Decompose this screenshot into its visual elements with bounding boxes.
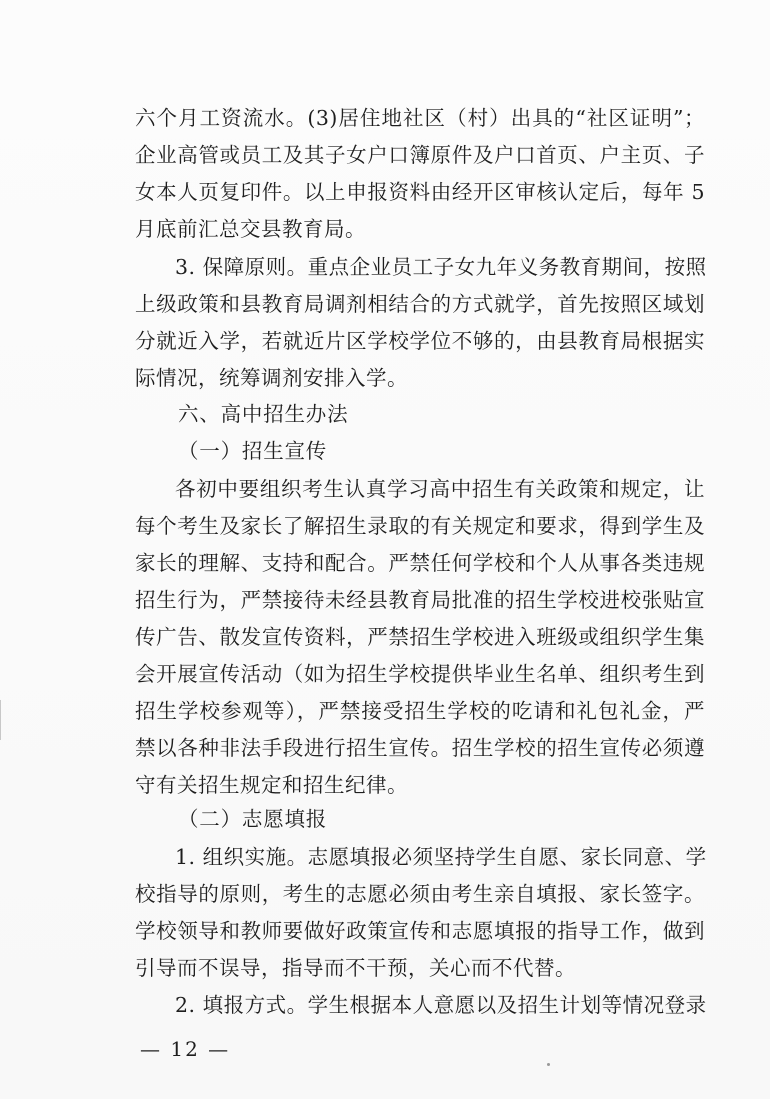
sub-heading-publicity: （一）招生宣传: [178, 439, 328, 463]
paragraph-line: 禁以各种非法手段进行招生宣传。招生学校的招生宣传必须遵: [135, 736, 705, 760]
paragraph-line: 学校领导和教师要做好政策宣传和志愿填报的指导工作，做到: [135, 919, 705, 943]
paragraph-line: 六个月工资流水。(3)居住地社区（村）出具的“社区证明”；: [135, 106, 705, 130]
paragraph-line: 3. 保障原则。重点企业员工子女九年义务教育期间，按照: [175, 255, 707, 279]
paragraph-line: 引导而不误导，指导而不干预，关心而不代替。: [135, 956, 576, 980]
paragraph-line: 月底前汇总交县教育局。: [135, 217, 366, 241]
sub-heading-application: （二）志愿填报: [178, 807, 328, 831]
section-heading: 六、高中招生办法: [178, 402, 349, 426]
paragraph-line: 1. 组织实施。志愿填报必须坚持学生自愿、家长同意、学: [175, 845, 707, 869]
scan-edge-mark: [0, 700, 7, 740]
scan-speck: [547, 1063, 550, 1066]
paragraph-line: 传广告、散发宣传资料，严禁招生学校进入班级或组织学生集: [135, 625, 705, 649]
paragraph-line: 每个考生及家长了解招生录取的有关规定和要求，得到学生及: [135, 514, 705, 538]
paragraph-line: 家长的理解、支持和配合。严禁任何学校和个人从事各类违规: [135, 551, 705, 575]
paragraph-line: 会开展宣传活动（如为招生学校提供毕业生名单、组织考生到: [135, 662, 705, 686]
paragraph-line: 2. 填报方式。学生根据本人意愿以及招生计划等情况登录: [175, 993, 707, 1017]
paragraph-line: 际情况，统筹调剂安排入学。: [135, 366, 408, 390]
paragraph-line: 上级政策和县教育局调剂相结合的方式就学，首先按照区域划: [135, 292, 705, 316]
paragraph-line: 招生学校参观等），严禁接受招生学校的吃请和礼包礼金，严: [135, 699, 705, 723]
paragraph-line: 校指导的原则，考生的志愿必须由考生亲自填报、家长签字。: [135, 882, 705, 906]
paragraph-line: 女本人页复印件。以上申报资料由经开区审核认定后，每年 5: [135, 180, 705, 204]
paragraph-line: 分就近入学，若就近片区学校学位不够的，由县教育局根据实: [135, 329, 705, 353]
paragraph-line: 各初中要组织考生认真学习高中招生有关政策和规定，让: [175, 477, 705, 501]
paragraph-line: 招生行为，严禁接待未经县教育局批准的招生学校进校张贴宣: [135, 588, 705, 612]
paragraph-line: 企业高管或员工及其子女户口簿原件及户口首页、户主页、子: [135, 143, 705, 167]
page-number: — 12 —: [140, 1037, 231, 1061]
paragraph-line: 守有关招生规定和招生纪律。: [135, 773, 408, 797]
